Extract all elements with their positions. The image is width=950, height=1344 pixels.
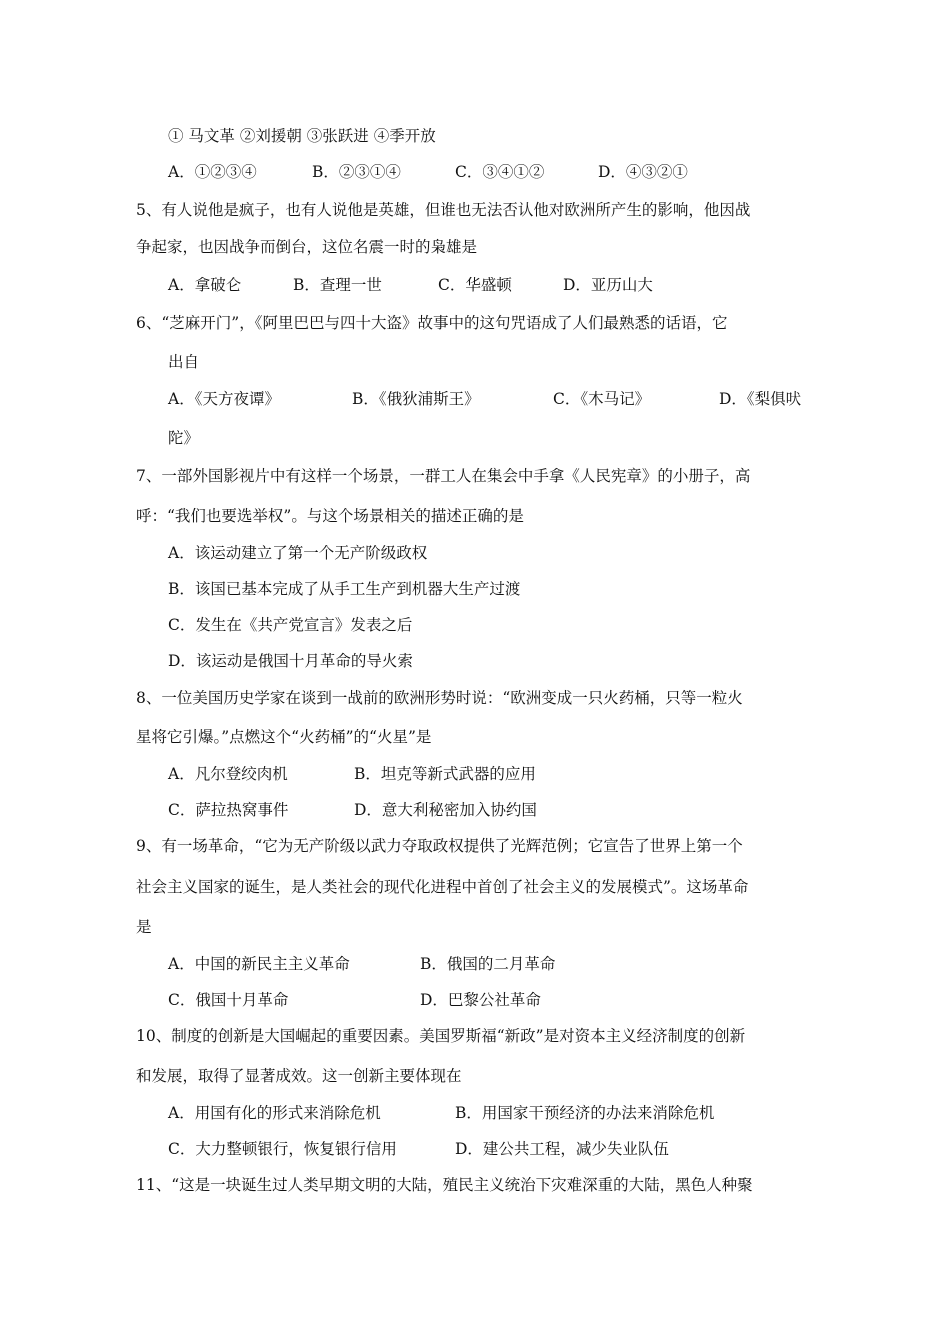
q6-option-d: D．《梨俱吠 (719, 390, 802, 408)
q9-option-c: C．俄国十月革命 (168, 991, 289, 1009)
q4-option-b: B．②③①④ (312, 163, 401, 181)
q10-option-c: C．大力整顿银行，恢复银行信用 (168, 1140, 397, 1158)
q5-stem-line1: 5、有人说他是疯子，也有人说他是英雄，但谁也无法否认他对欧洲所产生的影响，他因战 (136, 201, 751, 219)
q4-option-d: D．④③②① (598, 163, 688, 181)
q4-option-c: C．③④①② (455, 163, 545, 181)
q6-option-a: A．《天方夜谭》 (168, 390, 280, 408)
q8-stem-line1: 8、一位美国历史学家在谈到一战前的欧洲形势时说：“欧洲变成一只火药桶，只等一粒火 (136, 689, 743, 707)
q11-stem-line1: 11、“这是一块诞生过人类早期文明的大陆，殖民主义统治下灾难深重的大陆，黑色人种聚 (136, 1176, 753, 1194)
q5-option-b: B．查理一世 (293, 276, 382, 294)
q8-option-b: B．坦克等新式武器的应用 (354, 765, 536, 783)
q9-stem-line2: 社会主义国家的诞生，是人类社会的现代化进程中首创了社会主义的发展模式”。这场革命 (136, 878, 749, 896)
q10-option-b: B．用国家干预经济的办法来消除危机 (455, 1104, 715, 1122)
q10-stem-line2: 和发展，取得了显著成效。这一创新主要体现在 (136, 1067, 462, 1085)
q7-option-d: D．该运动是俄国十月革命的导火索 (168, 652, 413, 670)
q8-option-c: C．萨拉热窝事件 (168, 801, 289, 819)
q7-option-a: A．该运动建立了第一个无产阶级政权 (168, 544, 428, 562)
q5-stem-line2: 争起家，也因战争而倒台，这位名震一时的枭雄是 (136, 238, 478, 256)
q7-option-b: B．该国已基本完成了从手工生产到机器大生产过渡 (168, 580, 521, 598)
q8-option-a: A．凡尔登绞肉机 (168, 765, 288, 783)
q9-option-d: D．巴黎公社革命 (420, 991, 541, 1009)
q7-option-c: C．发生在《共产党宣言》发表之后 (168, 616, 413, 634)
q8-stem-line2: 星将它引爆。”点燃这个“火药桶”的“火星”是 (136, 728, 432, 746)
q9-option-b: B．俄国的二月革命 (420, 955, 556, 973)
q4-option-a: A．①②③④ (168, 163, 257, 181)
q6-stem-line1: 6、“芝麻开门”，《阿里巴巴与四十大盗》故事中的这句咒语成了人们最熟悉的话语，它 (136, 314, 728, 332)
q10-option-d: D．建公共工程，减少失业队伍 (455, 1140, 669, 1158)
q6-option-d-wrap: 陀》 (168, 429, 200, 447)
q6-option-c: C．《木马记》 (553, 390, 651, 408)
q9-stem-line3: 是 (136, 918, 152, 936)
q5-option-c: C．华盛顿 (438, 276, 512, 294)
q6-option-b: B．《俄狄浦斯王》 (352, 390, 480, 408)
q4-items: ① 马文革 ②刘援朝 ③张跃进 ④季开放 (168, 127, 436, 145)
q9-stem-line1: 9、有一场革命，“它为无产阶级以武力夺取政权提供了光辉范例；它宣告了世界上第一个 (136, 837, 743, 855)
q9-option-a: A．中国的新民主主义革命 (168, 955, 350, 973)
q7-stem-line2: 呼：“我们也要选举权”。与这个场景相关的描述正确的是 (136, 507, 524, 525)
q8-option-d: D．意大利秘密加入协约国 (354, 801, 537, 819)
q5-option-d: D．亚历山大 (563, 276, 653, 294)
q10-stem-line1: 10、制度的创新是大国崛起的重要因素。美国罗斯福“新政”是对资本主义经济制度的创新 (136, 1027, 746, 1045)
q5-option-a: A．拿破仑 (168, 276, 242, 294)
q7-stem-line1: 7、一部外国影视片中有这样一个场景，一群工人在集会中手拿《人民宪章》的小册子，高 (136, 467, 751, 485)
q10-option-a: A．用国有化的形式来消除危机 (168, 1104, 381, 1122)
q6-stem-line2: 出自 (168, 353, 200, 371)
